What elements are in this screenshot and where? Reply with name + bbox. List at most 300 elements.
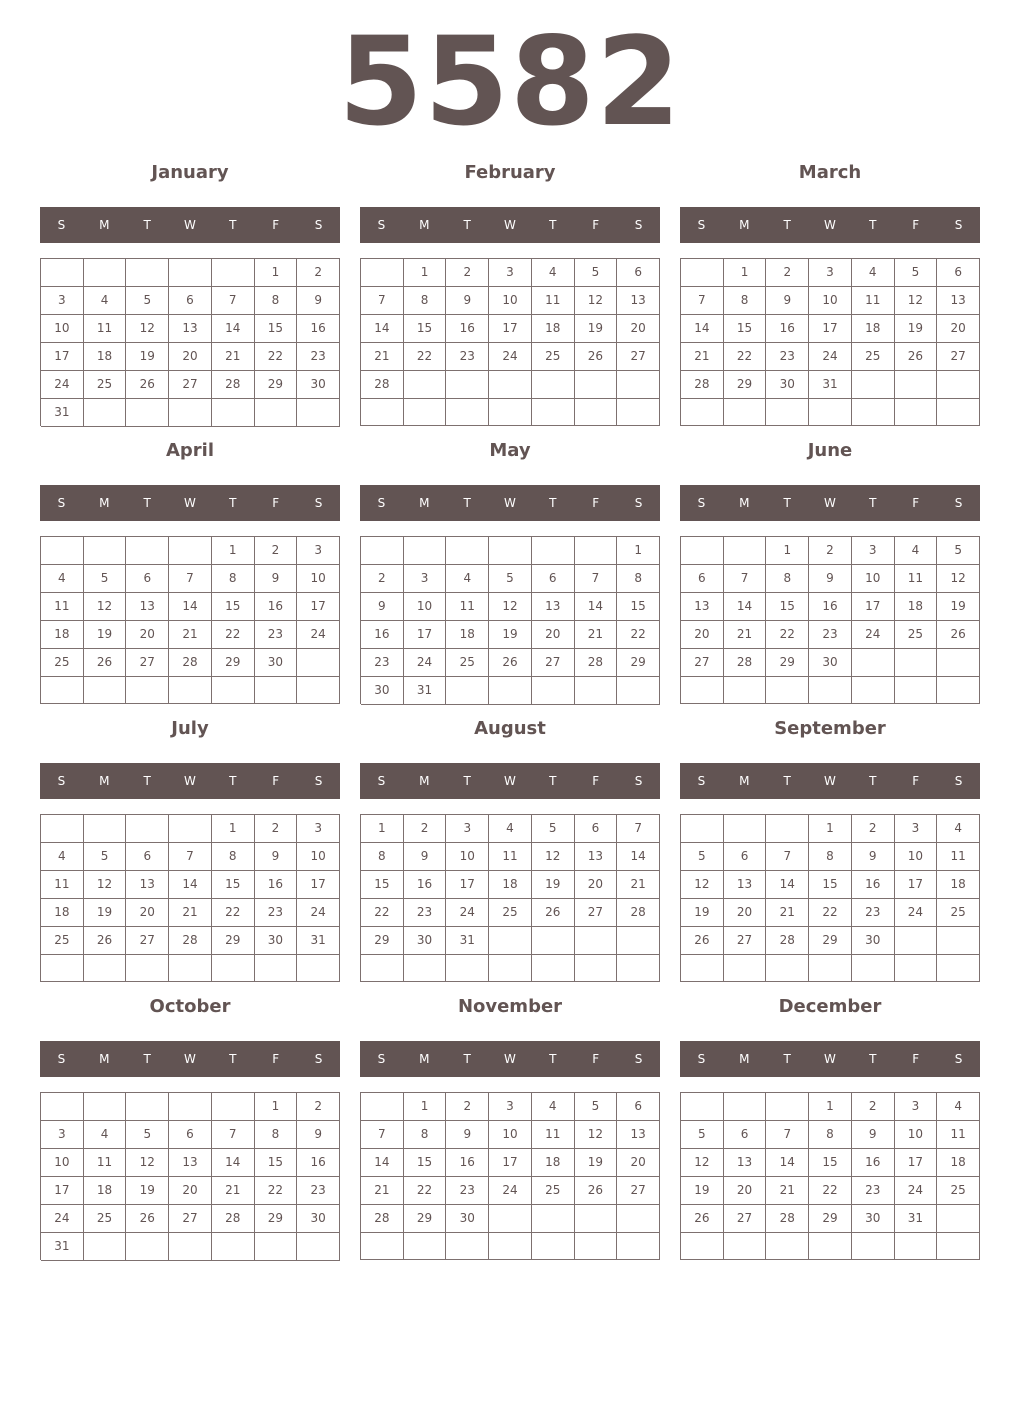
day-cell: 17	[895, 871, 938, 899]
day-cell: 19	[489, 621, 532, 649]
day-cell: 26	[681, 927, 724, 955]
day-cell: 25	[41, 649, 84, 677]
day-cell: 11	[84, 1149, 127, 1177]
day-cell: 22	[404, 1177, 447, 1205]
day-cell: 12	[895, 287, 938, 315]
day-cell: 12	[489, 593, 532, 621]
day-cell: 4	[41, 843, 84, 871]
weekday-label: W	[184, 496, 196, 510]
day-cell: 29	[212, 927, 255, 955]
day-cell: 21	[575, 621, 618, 649]
day-cell: 2	[446, 259, 489, 287]
day-cell: 2	[766, 259, 809, 287]
weekday-label: S	[697, 774, 706, 788]
day-cell: 12	[937, 565, 980, 593]
weekday-label: S	[954, 774, 963, 788]
day-cell	[126, 815, 169, 843]
day-cell	[169, 1093, 212, 1121]
day-cell: 15	[404, 1149, 447, 1177]
day-cell: 28	[169, 927, 212, 955]
day-cell: 25	[852, 343, 895, 371]
day-cell	[126, 399, 169, 427]
day-cell: 9	[809, 565, 852, 593]
day-cell: 3	[446, 815, 489, 843]
day-cell	[724, 1093, 767, 1121]
weekday-label: W	[504, 496, 516, 510]
day-cell: 27	[724, 927, 767, 955]
weekday-header	[40, 1041, 340, 1077]
day-cell: 27	[937, 343, 980, 371]
day-cell: 1	[404, 259, 447, 287]
day-cell: 21	[766, 899, 809, 927]
day-cell: 19	[937, 593, 980, 621]
weekday-header	[360, 485, 660, 521]
day-cell	[575, 677, 618, 705]
day-cell: 23	[852, 1177, 895, 1205]
day-cell: 14	[681, 315, 724, 343]
day-cell: 7	[724, 565, 767, 593]
weekday-label: T	[869, 218, 877, 232]
day-cell	[852, 371, 895, 399]
day-cell	[404, 955, 447, 982]
day-cell: 22	[809, 899, 852, 927]
weekday-label: T	[229, 1052, 237, 1066]
day-cell: 20	[681, 621, 724, 649]
day-cell	[532, 927, 575, 955]
day-cell: 13	[126, 593, 169, 621]
weekday-label: F	[912, 218, 920, 232]
weekday-label: F	[592, 1052, 600, 1066]
weekday-label: S	[634, 1052, 643, 1066]
day-cell: 21	[169, 899, 212, 927]
day-cell: 11	[41, 871, 84, 899]
day-cell: 14	[724, 593, 767, 621]
month-name: June	[807, 440, 853, 461]
day-cell: 3	[809, 259, 852, 287]
weekday-label: W	[184, 774, 196, 788]
month-name: December	[778, 996, 882, 1017]
day-cell: 13	[681, 593, 724, 621]
day-cell	[126, 259, 169, 287]
day-cell	[255, 1233, 298, 1261]
weekday-label: S	[634, 218, 643, 232]
day-cell: 29	[809, 927, 852, 955]
weekday-label: T	[463, 774, 471, 788]
day-cell	[937, 371, 980, 399]
month-name: May	[489, 440, 531, 461]
day-cell: 18	[937, 1149, 980, 1177]
day-cell: 14	[169, 593, 212, 621]
day-cell: 26	[575, 1177, 618, 1205]
day-cell: 24	[404, 649, 447, 677]
day-cell: 13	[617, 287, 660, 315]
day-cell: 30	[852, 927, 895, 955]
days-grid	[40, 814, 340, 982]
weekday-label: M	[419, 774, 430, 788]
weekday-label: S	[954, 1052, 963, 1066]
day-cell: 2	[852, 815, 895, 843]
day-cell: 13	[126, 871, 169, 899]
day-cell	[681, 259, 724, 287]
weekday-label: S	[377, 218, 386, 232]
day-cell: 13	[532, 593, 575, 621]
day-cell: 21	[361, 343, 404, 371]
day-cell	[937, 399, 980, 426]
day-cell: 3	[489, 259, 532, 287]
weekday-label: T	[869, 774, 877, 788]
day-cell: 6	[617, 259, 660, 287]
day-cell: 24	[489, 343, 532, 371]
day-cell	[852, 649, 895, 677]
day-cell: 23	[297, 343, 340, 371]
day-cell	[575, 1205, 618, 1233]
day-cell: 15	[212, 593, 255, 621]
day-cell	[681, 537, 724, 565]
day-cell: 4	[84, 287, 127, 315]
weekday-label: F	[272, 496, 280, 510]
day-cell: 12	[84, 871, 127, 899]
month-name: September	[774, 718, 886, 739]
weekday-header	[360, 763, 660, 799]
day-cell: 11	[489, 843, 532, 871]
day-cell	[126, 1233, 169, 1261]
day-cell: 31	[809, 371, 852, 399]
day-cell	[809, 677, 852, 704]
day-cell	[84, 259, 127, 287]
weekday-label: T	[549, 496, 557, 510]
day-cell: 25	[84, 371, 127, 399]
day-cell: 14	[212, 1149, 255, 1177]
weekday-label: T	[229, 774, 237, 788]
day-cell	[212, 259, 255, 287]
day-cell: 19	[575, 315, 618, 343]
day-cell: 7	[681, 287, 724, 315]
day-cell: 8	[404, 1121, 447, 1149]
day-cell	[169, 677, 212, 704]
day-cell: 29	[404, 1205, 447, 1233]
day-cell	[895, 371, 938, 399]
day-cell: 23	[404, 899, 447, 927]
day-cell: 1	[766, 537, 809, 565]
day-cell: 25	[489, 899, 532, 927]
day-cell: 27	[532, 649, 575, 677]
day-cell: 31	[404, 677, 447, 705]
day-cell	[489, 1233, 532, 1260]
day-cell: 21	[169, 621, 212, 649]
day-cell	[361, 399, 404, 426]
day-cell	[361, 259, 404, 287]
weekday-label: S	[634, 774, 643, 788]
day-cell: 5	[681, 1121, 724, 1149]
day-cell: 8	[255, 1121, 298, 1149]
day-cell	[297, 677, 340, 704]
day-cell: 2	[361, 565, 404, 593]
day-cell	[575, 371, 618, 399]
day-cell	[681, 955, 724, 982]
day-cell: 27	[724, 1205, 767, 1233]
day-cell: 7	[766, 843, 809, 871]
day-cell	[766, 399, 809, 426]
weekday-label: T	[229, 496, 237, 510]
day-cell	[852, 399, 895, 426]
weekday-label: T	[549, 1052, 557, 1066]
day-cell: 6	[681, 565, 724, 593]
day-cell	[766, 677, 809, 704]
day-cell: 28	[212, 371, 255, 399]
day-cell: 11	[446, 593, 489, 621]
day-cell	[361, 1093, 404, 1121]
day-cell: 17	[852, 593, 895, 621]
days-grid	[360, 536, 660, 704]
day-cell	[575, 955, 618, 982]
day-cell	[681, 815, 724, 843]
day-cell: 4	[84, 1121, 127, 1149]
day-cell: 29	[724, 371, 767, 399]
weekday-label: W	[824, 496, 836, 510]
weekday-label: M	[739, 774, 750, 788]
day-cell: 1	[724, 259, 767, 287]
day-cell	[41, 259, 84, 287]
day-cell: 19	[681, 1177, 724, 1205]
day-cell	[617, 371, 660, 399]
day-cell: 7	[617, 815, 660, 843]
day-cell: 22	[766, 621, 809, 649]
day-cell: 24	[489, 1177, 532, 1205]
day-cell: 6	[937, 259, 980, 287]
day-cell: 2	[255, 815, 298, 843]
day-cell	[489, 1205, 532, 1233]
day-cell: 15	[724, 315, 767, 343]
day-cell	[489, 399, 532, 426]
day-cell: 29	[255, 1205, 298, 1233]
day-cell	[489, 955, 532, 982]
month-name: October	[149, 996, 231, 1017]
day-cell: 6	[126, 843, 169, 871]
day-cell: 4	[41, 565, 84, 593]
day-cell: 6	[126, 565, 169, 593]
day-cell	[297, 1233, 340, 1261]
day-cell: 18	[41, 899, 84, 927]
day-cell	[724, 537, 767, 565]
weekday-header	[680, 763, 980, 799]
day-cell: 11	[852, 287, 895, 315]
weekday-label: S	[57, 774, 66, 788]
day-cell: 21	[361, 1177, 404, 1205]
day-cell	[895, 955, 938, 982]
day-cell: 2	[809, 537, 852, 565]
day-cell: 6	[169, 1121, 212, 1149]
day-cell: 7	[361, 287, 404, 315]
day-cell	[169, 815, 212, 843]
day-cell	[937, 1205, 980, 1233]
weekday-label: S	[377, 774, 386, 788]
day-cell: 9	[446, 1121, 489, 1149]
weekday-label: T	[143, 774, 151, 788]
day-cell: 5	[681, 843, 724, 871]
day-cell: 29	[212, 649, 255, 677]
day-cell: 15	[255, 315, 298, 343]
day-cell: 6	[575, 815, 618, 843]
day-cell: 25	[84, 1205, 127, 1233]
day-cell: 15	[809, 871, 852, 899]
day-cell: 2	[404, 815, 447, 843]
day-cell: 9	[297, 1121, 340, 1149]
weekday-label: M	[739, 1052, 750, 1066]
weekday-label: W	[824, 774, 836, 788]
day-cell: 10	[41, 315, 84, 343]
day-cell: 26	[84, 927, 127, 955]
day-cell: 11	[937, 843, 980, 871]
weekday-label: W	[504, 774, 516, 788]
day-cell: 12	[681, 871, 724, 899]
day-cell: 20	[724, 899, 767, 927]
day-cell: 15	[212, 871, 255, 899]
day-cell: 5	[575, 1093, 618, 1121]
day-cell: 8	[809, 843, 852, 871]
day-cell	[724, 677, 767, 704]
day-cell: 20	[169, 343, 212, 371]
day-cell: 9	[766, 287, 809, 315]
day-cell: 26	[489, 649, 532, 677]
day-cell: 18	[84, 343, 127, 371]
days-grid	[680, 536, 980, 704]
day-cell	[575, 1233, 618, 1260]
weekday-header	[680, 485, 980, 521]
day-cell: 12	[126, 315, 169, 343]
day-cell: 14	[361, 315, 404, 343]
day-cell	[617, 1233, 660, 1260]
day-cell: 11	[895, 565, 938, 593]
day-cell: 17	[446, 871, 489, 899]
day-cell: 31	[41, 399, 84, 427]
day-cell	[446, 1233, 489, 1260]
day-cell: 25	[532, 343, 575, 371]
day-cell: 28	[212, 1205, 255, 1233]
day-cell: 7	[766, 1121, 809, 1149]
day-cell: 7	[169, 565, 212, 593]
day-cell: 26	[575, 343, 618, 371]
day-cell: 19	[126, 343, 169, 371]
day-cell: 17	[489, 1149, 532, 1177]
day-cell	[617, 927, 660, 955]
days-grid	[680, 814, 980, 982]
day-cell: 25	[937, 1177, 980, 1205]
month-name: January	[151, 162, 229, 183]
day-cell: 21	[212, 1177, 255, 1205]
day-cell	[532, 1205, 575, 1233]
day-cell	[404, 537, 447, 565]
day-cell: 23	[852, 899, 895, 927]
day-cell	[446, 399, 489, 426]
day-cell: 20	[937, 315, 980, 343]
day-cell	[361, 537, 404, 565]
day-cell	[575, 537, 618, 565]
day-cell: 26	[895, 343, 938, 371]
day-cell	[532, 955, 575, 982]
day-cell: 22	[404, 343, 447, 371]
day-cell: 6	[617, 1093, 660, 1121]
day-cell: 23	[446, 1177, 489, 1205]
day-cell	[404, 371, 447, 399]
day-cell: 17	[297, 593, 340, 621]
day-cell	[361, 955, 404, 982]
weekday-label: M	[99, 496, 110, 510]
day-cell: 18	[489, 871, 532, 899]
weekday-label: S	[697, 1052, 706, 1066]
weekday-label: T	[869, 1052, 877, 1066]
day-cell: 22	[255, 343, 298, 371]
day-cell: 18	[41, 621, 84, 649]
day-cell: 16	[404, 871, 447, 899]
day-cell	[446, 371, 489, 399]
day-cell: 2	[255, 537, 298, 565]
day-cell: 14	[575, 593, 618, 621]
weekday-label: S	[314, 496, 323, 510]
weekday-label: W	[824, 1052, 836, 1066]
weekday-label: T	[143, 218, 151, 232]
day-cell: 7	[212, 1121, 255, 1149]
day-cell: 21	[681, 343, 724, 371]
day-cell: 27	[126, 649, 169, 677]
day-cell: 21	[212, 343, 255, 371]
day-cell: 2	[852, 1093, 895, 1121]
day-cell	[852, 677, 895, 704]
day-cell: 4	[937, 815, 980, 843]
day-cell: 11	[84, 315, 127, 343]
day-cell: 11	[41, 593, 84, 621]
day-cell	[126, 1093, 169, 1121]
day-cell: 24	[41, 1205, 84, 1233]
day-cell: 8	[809, 1121, 852, 1149]
day-cell: 30	[766, 371, 809, 399]
day-cell: 16	[361, 621, 404, 649]
day-cell: 23	[361, 649, 404, 677]
day-cell	[404, 399, 447, 426]
day-cell	[169, 955, 212, 982]
weekday-label: F	[912, 1052, 920, 1066]
day-cell: 15	[809, 1149, 852, 1177]
day-cell: 19	[126, 1177, 169, 1205]
day-cell	[895, 649, 938, 677]
day-cell: 30	[297, 1205, 340, 1233]
weekday-header	[680, 207, 980, 243]
weekday-label: M	[99, 774, 110, 788]
day-cell: 8	[212, 565, 255, 593]
day-cell: 26	[937, 621, 980, 649]
day-cell	[84, 955, 127, 982]
day-cell	[895, 1233, 938, 1260]
day-cell	[297, 399, 340, 427]
day-cell	[489, 537, 532, 565]
weekday-label: M	[99, 218, 110, 232]
day-cell	[937, 677, 980, 704]
day-cell: 16	[446, 1149, 489, 1177]
day-cell: 4	[532, 1093, 575, 1121]
weekday-label: F	[592, 218, 600, 232]
day-cell	[681, 1093, 724, 1121]
day-cell: 28	[681, 371, 724, 399]
weekday-label: S	[314, 1052, 323, 1066]
weekday-label: T	[783, 496, 791, 510]
day-cell	[809, 399, 852, 426]
weekday-header	[40, 763, 340, 799]
day-cell: 5	[575, 259, 618, 287]
day-cell: 4	[895, 537, 938, 565]
day-cell	[681, 399, 724, 426]
day-cell: 24	[446, 899, 489, 927]
day-cell	[446, 955, 489, 982]
day-cell: 9	[446, 287, 489, 315]
